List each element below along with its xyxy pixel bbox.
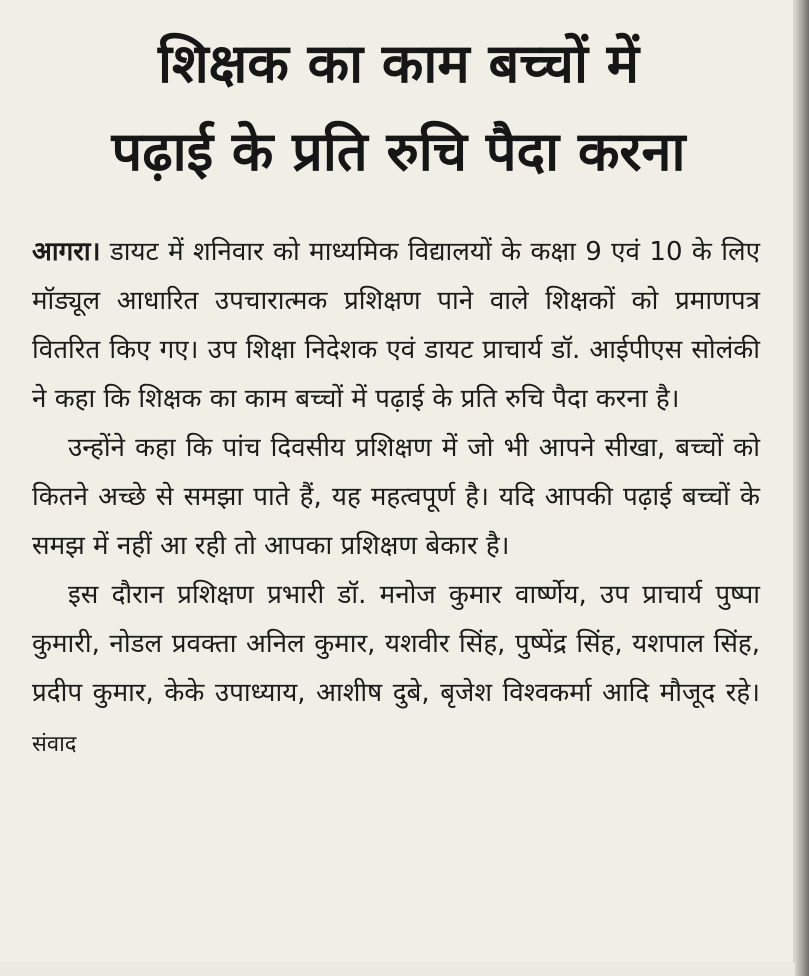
page-edge-shadow [795, 0, 809, 976]
clipping-bottom-edge [0, 962, 795, 976]
byline-credit: संवाद [32, 732, 77, 757]
headline-line-1: शिक्षक का काम बच्चों में [157, 32, 640, 95]
headline-line-2: पढ़ाई के प्रति रुचि पैदा करना [111, 120, 686, 183]
dateline: आगरा। [32, 237, 101, 267]
paragraph-2: उन्होंने कहा कि पांच दिवसीय प्रशिक्षण में जो भी आपने सीखा, बच्चों को कितने अच्छे से समझा पाते हैं, यह महत्वपूर्ण है। यदि आपकी पढ़ाई बच्चों के समझ में नहीं आ रही तो आपका प्रशिक्षण बेकार है। [32, 433, 760, 561]
paragraph-1-text: डायट में शनिवार को माध्यमिक विद्यालयों के कक्षा 9 एवं 10 के लिए मॉड्यूल आधारित उपचारात्मक प्रशिक्षण पाने वाले शिक्षकों को प्रमाणपत्र वितरित किए गए। उप शिक्षा निदेशक एवं डायट प्राचार्य डॉ. आईपीएस सोलंकी ने कहा कि शिक्षक का काम बच्चों में पढ़ाई के प्रति रुचि पैदा करना है। [32, 237, 760, 414]
paragraph-3 [32, 571, 760, 769]
paragraph-3-text: इस दौरान प्रशिक्षण प्रभारी डॉ. मनोज कुमार वार्ष्णेय, उप प्राचार्य पुष्पा कुमारी, नोडल प्रवक्ता अनिल कुमार, यशवीर सिंह, पुष्पेंद्र सिंह, यशपाल सिंह, प्रदीप कुमार, केके उपाध्याय, आशीष दुबे, बृजेश विश्वकर्मा आदि मौजूद रहे। [32, 580, 760, 708]
article-body [32, 228, 760, 769]
paragraph-1 [32, 228, 760, 424]
headline [16, 20, 781, 196]
